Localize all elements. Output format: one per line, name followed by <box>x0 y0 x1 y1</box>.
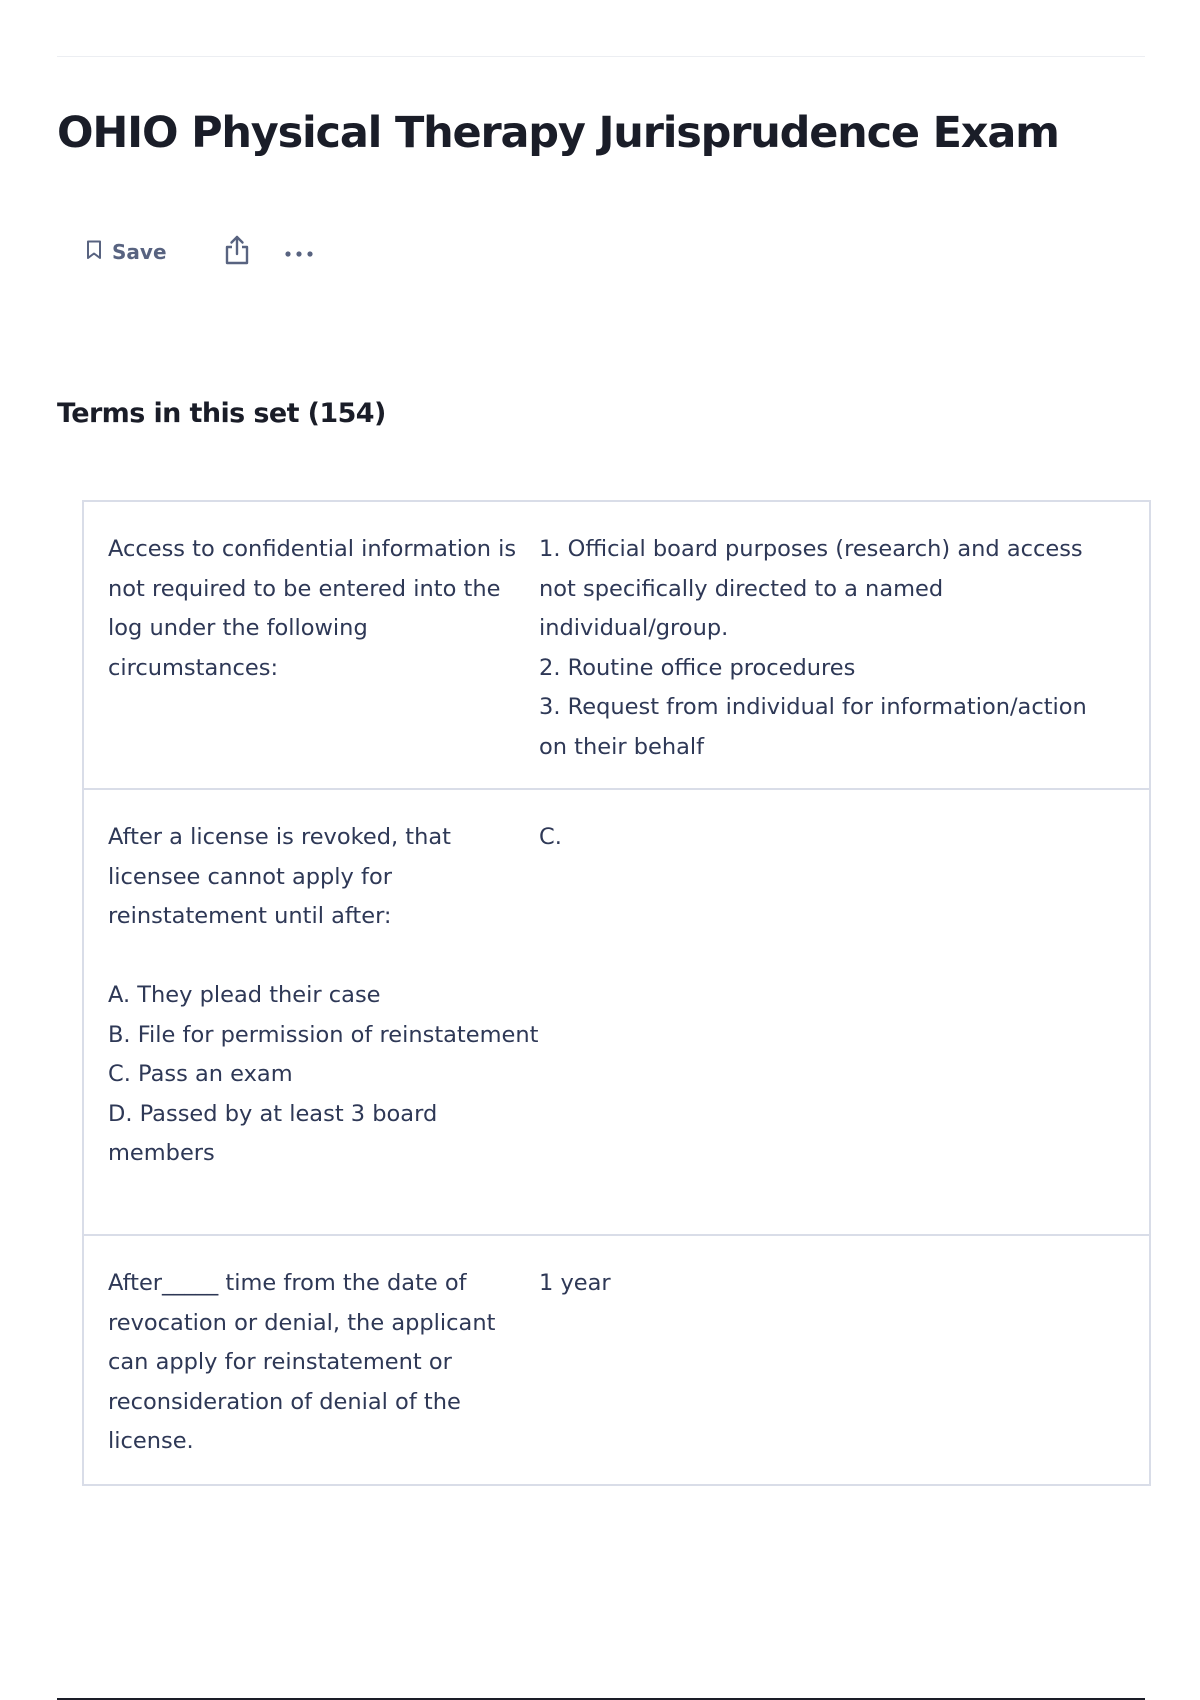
bookmark-icon <box>86 240 102 264</box>
share-button[interactable] <box>217 232 257 272</box>
terms-table <box>82 500 1151 1486</box>
page-title: OHIO Physical Therapy Jurisprudence Exam <box>57 108 1059 158</box>
definition-text: C. <box>539 824 562 850</box>
save-button[interactable] <box>80 232 173 272</box>
top-divider <box>57 56 1145 57</box>
more-horizontal-icon <box>284 243 314 262</box>
save-label: Save <box>112 240 167 264</box>
term-text: After_____ time from the date of revocation or denial, the applicant can apply for reinstatement or reconsideration of denial of the license. <box>108 1270 496 1454</box>
definition-text: 1. Official board purposes (research) and access not specifically directed to a named individual/group. 2. Routine office procedures 3. Request from individual for information/action on their behalf <box>539 536 1087 760</box>
definition-text: 1 year <box>539 1270 611 1296</box>
term-row <box>84 790 1149 1236</box>
term-text: After a license is revoked, that licensee cannot apply for reinstatement until after: A. They plead their case B. File for permission of reinstatement C. Pass an exam D. Passed by at least 3 board members <box>108 824 539 1166</box>
term-text: Access to confidential information is not required to be entered into the log under the following circumstances: <box>108 536 517 681</box>
more-options-button[interactable] <box>279 232 319 272</box>
terms-heading: Terms in this set (154) <box>57 398 386 429</box>
term-row <box>84 502 1149 790</box>
share-icon <box>223 235 251 269</box>
set-toolbar <box>80 232 319 272</box>
term-row <box>84 1236 1149 1484</box>
